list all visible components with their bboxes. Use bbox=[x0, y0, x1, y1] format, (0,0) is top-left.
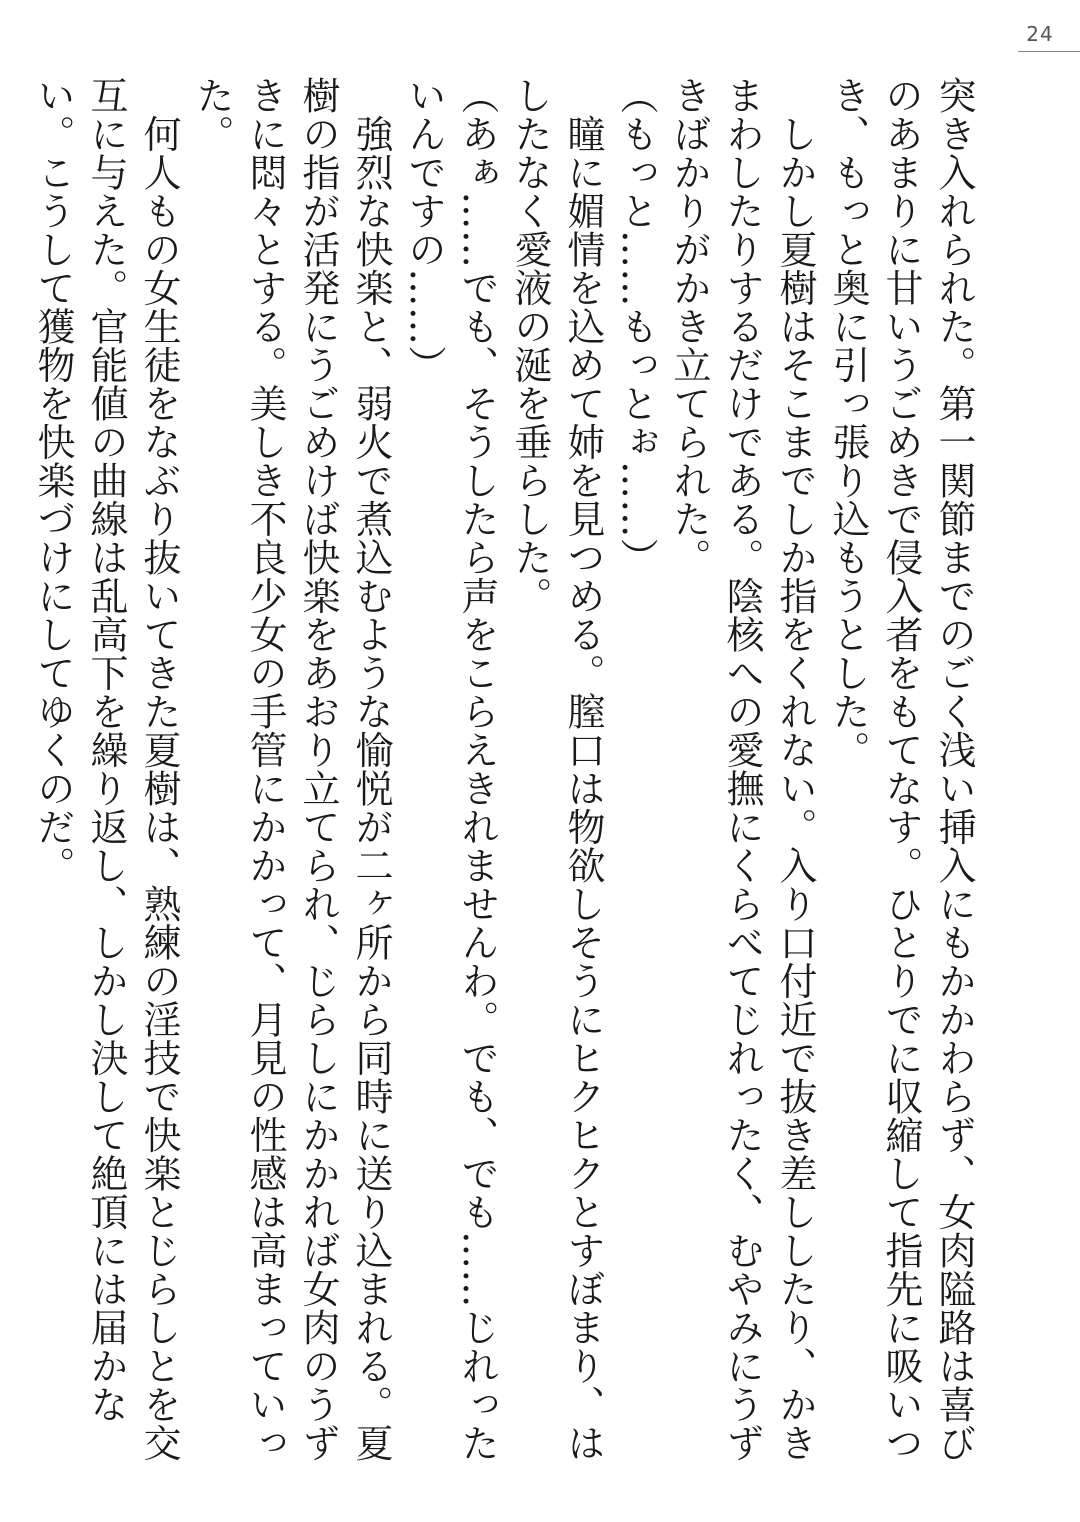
paragraph-4: 瞳に媚情を込めて姉を見つめる。膣口は物欲しそうにヒクヒクとすぼまり、はしたなく愛液の涎を垂らした。 bbox=[508, 76, 605, 1462]
vertical-body-text bbox=[31, 76, 980, 1496]
page-number-rule bbox=[1018, 51, 1080, 52]
paragraph-1: 突き入れられた。第一関節までのごく浅い挿入にもかかわらず、女肉隘路は喜びのあまりに甘いうごめきで侵入者をもてなす。ひとりでに収縮して指先に吸いつき、もっと奥に引っ張り込もうとした。 bbox=[826, 76, 976, 1462]
paragraph-3: （もっと……もっとぉ……） bbox=[614, 76, 658, 577]
paragraph-7: 何人もの女生徒をなぶり抜いてきた夏樹は、熟練の淫技で快楽とじらしとを交互に与えた。官能値の曲線は乱高下を繰り返し、しかし決して絶頂には届かない。こうして獲物を快楽づけにしてゆくのだ。 bbox=[31, 76, 181, 1462]
paragraph-2: しかし夏樹はそこまでしか指をくれない。入り口付近で抜き差ししたり、かきまわしたりするだけである。陰核への愛撫にくらべてじれったく、むやみにうずきばかりがかき立てられた。 bbox=[667, 76, 817, 1462]
paragraph-5: （あぁ……でも、そうしたら声をこらえきれませんわ。でも、でも……じれったいんですの……） bbox=[402, 76, 499, 1462]
paragraph-6: 強烈な快楽と、弱火で煮込むような愉悦が二ヶ所から同時に送り込まれる。夏樹の指が活発にうごめけば快楽をあおり立てられ、じらしにかかれば女肉のうずきに悶々とする。美しき不良少女の手管にかかって、月見の性感は高まっていった。 bbox=[190, 76, 393, 1462]
page-number: 24 bbox=[1026, 22, 1054, 46]
